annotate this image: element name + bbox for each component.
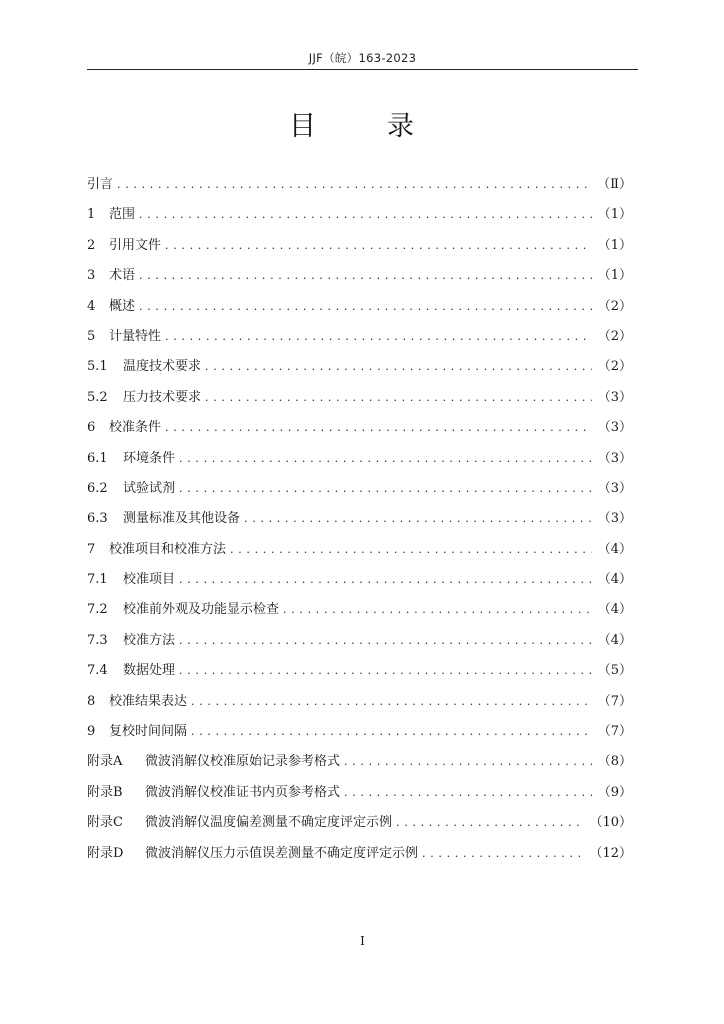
- toc-entry-title: 测量标准及其他设备: [123, 511, 241, 527]
- toc-dot-leader: [179, 474, 592, 504]
- toc-entry-title: 微波消解仪校准证书内页参考格式: [145, 784, 341, 800]
- toc-entry-page: （2）: [597, 328, 632, 344]
- toc-entry-number: 7: [87, 541, 96, 557]
- toc-entry-page: （3）: [597, 389, 632, 405]
- toc-entry-number: 6.3: [87, 511, 108, 527]
- toc-dot-leader: [344, 747, 592, 777]
- toc-entry-title: 微波消解仪校准原始记录参考格式: [145, 754, 341, 770]
- toc-dot-leader: [191, 717, 592, 747]
- toc-entry[interactable]: [87, 444, 632, 474]
- toc-entry-title: 引言: [87, 177, 114, 192]
- toc-entry[interactable]: [87, 474, 632, 504]
- toc-entry-page: （5）: [597, 663, 632, 679]
- toc-entry[interactable]: [87, 170, 632, 200]
- toc-entry-title: 引用文件: [109, 237, 162, 253]
- toc-dot-leader: [344, 778, 592, 808]
- toc-dot-leader: [191, 687, 592, 717]
- toc-entry-number: 8: [87, 693, 96, 709]
- toc-entry-number: 2: [87, 237, 96, 253]
- toc-dot-leader: [165, 322, 592, 352]
- toc-entry-title: 微波消解仪压力示值误差测量不确定度评定示例: [145, 845, 419, 861]
- toc-entry-title: 校准项目: [123, 572, 176, 588]
- document-code-header: JJF（皖）163-2023: [308, 51, 417, 65]
- toc-entry[interactable]: [87, 595, 632, 625]
- toc-entry-page: （4）: [597, 602, 632, 618]
- toc-entry-number: 附录B: [87, 784, 123, 800]
- toc-entry[interactable]: [87, 413, 632, 443]
- toc-entry[interactable]: [87, 626, 632, 656]
- toc-entry[interactable]: [87, 231, 632, 261]
- toc-entry-number: 5.2: [87, 389, 108, 405]
- toc-dot-leader: [396, 808, 583, 838]
- toc-entry-title: 数据处理: [123, 663, 176, 679]
- toc-entry-page: （10）: [589, 815, 632, 831]
- toc-dot-leader: [117, 170, 591, 200]
- toc-entry-title: 微波消解仪温度偏差测量不确定度评定示例: [145, 815, 393, 831]
- toc-entry-page: （4）: [597, 541, 632, 557]
- toc-entry-number: 附录A: [87, 754, 123, 770]
- toc-entry-page: （8）: [597, 754, 632, 770]
- toc-entry[interactable]: [87, 656, 632, 686]
- toc-entry-page: （3）: [597, 511, 632, 527]
- toc-entry-title: 试验试剂: [123, 480, 176, 496]
- toc-entry-number: 9: [87, 724, 96, 740]
- toc-dot-leader: [422, 839, 583, 869]
- toc-dot-leader: [179, 656, 592, 686]
- toc-entry-title: 环境条件: [123, 450, 176, 466]
- toc-dot-leader: [179, 565, 592, 595]
- toc-entry-page: （7）: [597, 724, 632, 740]
- toc-entry-number: 6.1: [87, 450, 108, 466]
- toc-entry[interactable]: [87, 383, 632, 413]
- toc-entry[interactable]: [87, 808, 632, 838]
- toc-entry-number: 7.4: [87, 663, 108, 679]
- header-rule: [87, 69, 638, 70]
- page-number: I: [360, 934, 365, 948]
- page-title: 目 录: [289, 111, 436, 142]
- toc-dot-leader: [230, 535, 592, 565]
- toc-entry-number: 附录C: [87, 815, 123, 831]
- toc-entry[interactable]: [87, 717, 632, 747]
- toc-entry-number: 7.3: [87, 632, 108, 648]
- toc-entry-title: 校准项目和校准方法: [109, 541, 227, 557]
- toc-dot-leader: [139, 292, 592, 322]
- toc-dot-leader: [139, 261, 592, 291]
- toc-entry-title: 范围: [109, 207, 136, 223]
- toc-entry-title: 温度技术要求: [123, 359, 202, 375]
- toc-entry-number: 3: [87, 268, 96, 284]
- toc-entry-number: 附录D: [87, 845, 124, 861]
- toc-entry-number: 1: [87, 207, 96, 223]
- toc-entry-page: （7）: [597, 693, 632, 709]
- toc-entry[interactable]: [87, 839, 632, 869]
- toc-dot-leader: [283, 595, 592, 625]
- toc-entry-page: （9）: [597, 784, 632, 800]
- toc-entry-title: 复校时间间隔: [109, 724, 188, 740]
- toc-entry[interactable]: [87, 565, 632, 595]
- toc-entry-number: 7.2: [87, 602, 108, 618]
- toc-dot-leader: [179, 444, 592, 474]
- toc-dot-leader: [244, 504, 592, 534]
- toc-entry-title: 校准结果表达: [109, 693, 188, 709]
- toc-dot-leader: [205, 352, 592, 382]
- toc-entry-page: （12）: [589, 845, 632, 861]
- toc-entry[interactable]: [87, 778, 632, 808]
- toc-entry-page: （3）: [597, 420, 632, 436]
- table-of-contents: [87, 170, 632, 869]
- toc-entry-page: （1）: [597, 207, 632, 223]
- toc-entry-page: （1）: [597, 268, 632, 284]
- toc-entry[interactable]: [87, 747, 632, 777]
- toc-dot-leader: [205, 383, 592, 413]
- toc-dot-leader: [165, 413, 592, 443]
- toc-entry-page: （1）: [597, 237, 632, 253]
- toc-dot-leader: [179, 626, 592, 656]
- toc-entry-title: 校准前外观及功能显示检查: [123, 602, 280, 618]
- toc-entry-title: 计量特性: [109, 328, 162, 344]
- toc-entry[interactable]: [87, 292, 632, 322]
- toc-entry-page: （4）: [597, 632, 632, 648]
- toc-entry-page: （4）: [597, 572, 632, 588]
- toc-entry-title: 校准条件: [109, 420, 162, 436]
- toc-entry-title: 概述: [109, 298, 136, 314]
- toc-entry-page: （Ⅱ）: [597, 177, 632, 192]
- toc-entry-page: （3）: [597, 480, 632, 496]
- toc-entry-title: 压力技术要求: [123, 389, 202, 405]
- toc-entry[interactable]: [87, 687, 632, 717]
- toc-entry-number: 5: [87, 328, 96, 344]
- toc-entry-page: （2）: [597, 359, 632, 375]
- toc-entry[interactable]: [87, 535, 632, 565]
- toc-entry-title: 校准方法: [123, 632, 176, 648]
- toc-entry[interactable]: [87, 200, 632, 230]
- toc-entry[interactable]: [87, 322, 632, 352]
- toc-entry-title: 术语: [109, 268, 136, 284]
- toc-entry-number: 6: [87, 420, 96, 436]
- toc-entry-number: 6.2: [87, 480, 108, 496]
- toc-entry-number: 5.1: [87, 359, 108, 375]
- toc-entry-page: （2）: [597, 298, 632, 314]
- toc-entry-number: 7.1: [87, 572, 108, 588]
- toc-entry[interactable]: [87, 504, 632, 534]
- toc-entry[interactable]: [87, 261, 632, 291]
- toc-entry[interactable]: [87, 352, 632, 382]
- toc-dot-leader: [165, 231, 592, 261]
- toc-entry-page: （3）: [597, 450, 632, 466]
- toc-dot-leader: [139, 200, 592, 230]
- toc-entry-number: 4: [87, 298, 96, 314]
